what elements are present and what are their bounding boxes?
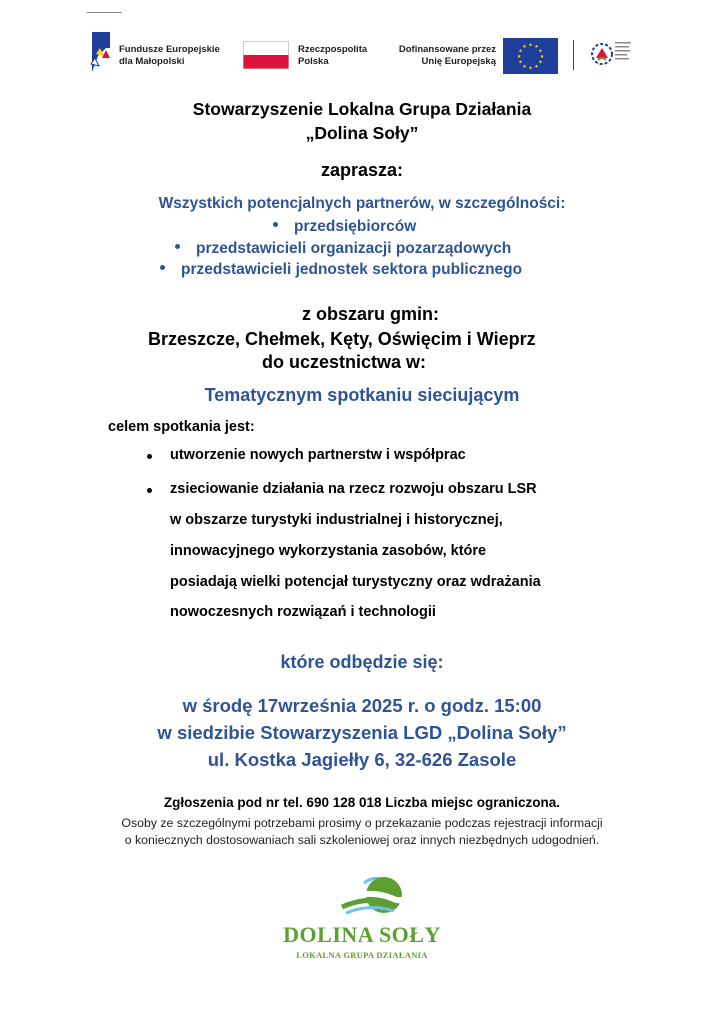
audience-lead: Wszystkich potencjalnych partnerów, w szczególności: (158, 195, 566, 212)
goal-item-2-line: w obszarze turystyki industrialnej i historycznej, (170, 512, 503, 528)
event-date: w środę 17września 2025 r. o godz. 15:00 (182, 695, 542, 716)
invites-heading: zaprasza: (320, 160, 404, 180)
fe-logo-text (119, 44, 220, 68)
bullet-icon (175, 244, 180, 249)
svg-text:★: ★ (534, 44, 539, 50)
dolina-soly-name: DOLINA SOŁY (283, 922, 441, 947)
svg-text:★: ★ (518, 59, 523, 66)
area-line1: z obszaru gmin: (302, 304, 440, 324)
fe-line2: dla Małopolski (119, 56, 185, 67)
svg-text:★: ★ (538, 59, 543, 66)
dof-line1: Dofinansowane przez (398, 44, 496, 55)
dof-line2: Unię Europejską (421, 56, 496, 67)
registration-note-1: Osoby ze szczególnymi potrzebami prosimy o przekazanie podczas rejestracji informacji (121, 816, 603, 830)
audience-item (273, 218, 416, 236)
goal-item-2-line: innowacyjnego wykorzystania zasobów, które (170, 543, 487, 559)
goal-item-2-line: posiadają wielki potencjał turystyczny oraz wdrażania (170, 574, 541, 590)
top-rule (87, 12, 122, 13)
svg-text:★: ★ (522, 44, 527, 50)
svg-text:★: ★ (538, 48, 543, 55)
bullet-icon (160, 265, 165, 270)
svg-text:★: ★ (518, 48, 523, 55)
lgd-small-logo (590, 36, 632, 74)
audience-item-text: przedstawicieli organizacji pozarządowych (196, 240, 512, 257)
goal-item-2-line: zsieciowanie działania na rzecz rozwoju obszaru LSR (170, 481, 537, 497)
poland-flag-icon (243, 41, 289, 69)
dolina-soly-logo-icon (336, 873, 412, 919)
svg-text:★: ★ (528, 42, 533, 49)
event-title: Tematycznym spotkaniu sieciującym (204, 385, 520, 405)
area-line2: Brzeszcze, Chełmek, Kęty, Oświęcim i Wieprz (148, 329, 536, 349)
org-name (0, 97, 724, 145)
event-address: ul. Kostka Jagiełły 6, 32-626 Zasole (207, 749, 517, 770)
logo-separator (573, 40, 574, 70)
audience-item-text: przedsiębiorców (294, 218, 417, 235)
bullet-icon (147, 454, 152, 459)
when-lead: które odbędzie się: (280, 652, 444, 672)
registration-line: Zgłoszenia pod nr tel. 690 128 018 Liczba miejsc ograniczona. (163, 795, 561, 810)
bullet-icon (273, 222, 278, 227)
fe-line1: Fundusze Europejskie (119, 44, 220, 55)
eu-flag-icon (503, 38, 558, 74)
rp-line1: Rzeczpospolita (298, 44, 368, 55)
dof-logo-text (388, 44, 496, 68)
event-place: w siedzibie Stowarzyszenia LGD „Dolina Soły” (157, 722, 567, 743)
svg-text:★: ★ (522, 64, 527, 70)
dolina-soly-sub: LOKALNA GRUPA DZIAŁANIA (296, 950, 428, 960)
audience-item (175, 240, 511, 258)
svg-text:★: ★ (528, 65, 533, 72)
org-line2: „Dolina Soły” (305, 123, 419, 143)
goal-item-2-line: nowoczesnych rozwiązań i technologii (170, 604, 436, 620)
area-line3: do uczestnictwa w: (262, 352, 427, 372)
audience-item-text: przedstawicieli jednostek sektora publicznego (181, 261, 523, 278)
svg-text:★: ★ (534, 64, 539, 70)
registration-note-2: o koniecznych dostosowaniach sali szkoleniowej oraz innych niezbędnych udogodnień. (124, 833, 600, 847)
bullet-icon (147, 488, 152, 493)
svg-text:★: ★ (516, 54, 522, 60)
audience-item (160, 261, 522, 279)
rp-logo-text (298, 44, 367, 68)
org-line1: Stowarzyszenie Lokalna Grupa Działania (192, 99, 532, 119)
rp-line2: Polska (298, 56, 329, 67)
goal-item-1: utworzenie nowych partnerstw i współprac (170, 447, 466, 463)
svg-text:★: ★ (539, 54, 545, 60)
goal-lead: celem spotkania jest: (108, 419, 255, 435)
